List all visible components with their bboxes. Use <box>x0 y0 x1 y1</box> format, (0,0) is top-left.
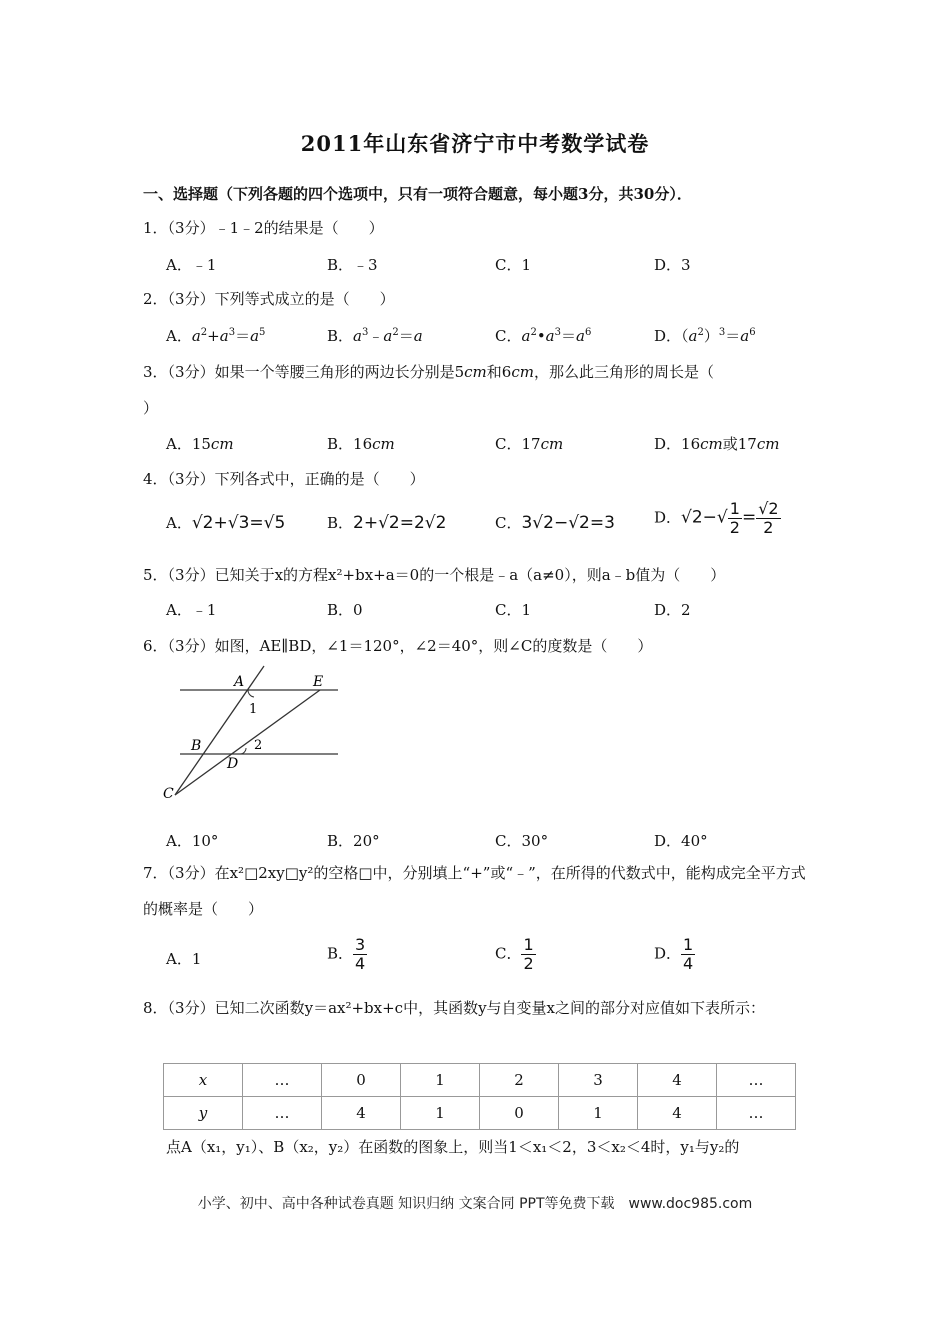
option-a-text: A．15 <box>166 435 211 453</box>
question-points: （3分） <box>167 864 215 882</box>
label-a: A <box>234 674 245 690</box>
table-cell: y <box>164 1097 243 1130</box>
option-c: C．1 <box>495 601 532 619</box>
table-cell: 4 <box>638 1064 717 1097</box>
question-text: 在x²□2xy□y²的空格□中，分别填上“+”或“﹣”，在所得的代数式中，能构成完全平方式的概率是（ ） <box>143 864 806 918</box>
option-b: B．$a^3﹣a^2=a$ <box>327 327 423 345</box>
table-row-y <box>164 1097 796 1130</box>
label-c: C <box>163 786 174 802</box>
angle-2-arc <box>240 748 246 754</box>
table-cell: x <box>164 1064 243 1097</box>
question-text: 已知二次函数y＝ax²+bx+c中，其函数y与自变量x之间的部分对应值如下表所示： <box>214 999 766 1017</box>
question-number: 8． <box>143 999 168 1017</box>
option-d: D．$(a^2)^3=a^6$ <box>654 327 756 345</box>
option-b: B．20° <box>327 832 380 850</box>
unit: cm <box>756 435 780 453</box>
option-d-label: D． <box>654 944 682 963</box>
option-a: A．√2+√3=√5 <box>166 513 286 533</box>
geometry-figure <box>160 662 350 807</box>
option-c: C．30° <box>495 832 549 850</box>
line-ca <box>175 666 264 795</box>
table-cell: … <box>717 1064 796 1097</box>
option-b-text: B．16 <box>327 435 373 453</box>
table-cell: 2 <box>480 1064 559 1097</box>
unit: cm <box>540 435 564 453</box>
question-text: 已知关于x的方程x²+bx+a＝0的一个根是﹣a（a≠0），则a﹣b值为（ ） <box>214 566 726 584</box>
question-points: （3分） <box>167 999 215 1017</box>
option-b-label: B． <box>327 944 354 963</box>
question-number: 1． <box>143 219 168 237</box>
table-cell: 0 <box>480 1097 559 1130</box>
question-7 <box>143 855 808 927</box>
option-c-text: C．17 <box>495 435 541 453</box>
question-text: 和6 <box>486 363 512 381</box>
option-a: A．﹣1 <box>166 601 217 619</box>
option-b: B．﹣3 <box>327 256 378 274</box>
question-number: 3． <box>143 363 168 381</box>
table-cell: … <box>243 1097 322 1130</box>
table-cell: 1 <box>401 1064 480 1097</box>
question-number: 5． <box>143 566 168 584</box>
question-text: 如图，AE∥BD，∠1＝120°，∠2＝40°，则∠C的度数是（ ） <box>214 637 653 655</box>
option-c-label: C． <box>495 944 522 963</box>
question-number: 4． <box>143 470 168 488</box>
option-c: C．$a^2•a^3=a^6$ <box>495 327 592 345</box>
label-angle-2: 2 <box>254 738 263 753</box>
question-text: 下列各式中，正确的是（ ） <box>214 470 425 488</box>
option-d: D．40° <box>654 832 708 850</box>
question-number: 7． <box>143 864 168 882</box>
table-cell: 1 <box>401 1097 480 1130</box>
table-row-x <box>164 1064 796 1097</box>
unit: cm <box>511 363 534 381</box>
table-cell: … <box>717 1097 796 1130</box>
unit: cm <box>700 435 723 453</box>
question-points: （3分） <box>167 290 215 308</box>
question-8 <box>143 990 808 1026</box>
question-points: （3分） <box>167 566 215 584</box>
table-cell: 4 <box>322 1097 401 1130</box>
question-text: ﹣1﹣2的结果是（ ） <box>214 219 384 237</box>
page-footer: 小学、初中、高中各种试卷真题 知识归纳 文案合同 PPT等免费下载 www.doc985.com <box>197 1196 753 1212</box>
question-3 <box>143 361 714 382</box>
question-text: 如果一个等腰三角形的两边长分别是5 <box>214 363 465 381</box>
value-table <box>163 1063 796 1130</box>
label-b: B <box>191 738 202 754</box>
option-d-or: 或17 <box>722 435 757 453</box>
option-a: A．﹣1 <box>166 256 217 274</box>
question-points: （3分） <box>167 637 215 655</box>
label-e: E <box>313 674 324 690</box>
option-a <box>166 433 234 454</box>
question-2 <box>143 288 395 309</box>
page-title: 2011年山东省济宁市中考数学试卷 <box>300 131 650 156</box>
question-text: ，那么此三角形的周长是（ <box>533 363 714 381</box>
option-b <box>327 433 395 454</box>
question-5 <box>143 564 725 585</box>
option-d: D．3 <box>654 256 691 274</box>
angle-1-arc <box>248 690 254 697</box>
table-cell: 0 <box>322 1064 401 1097</box>
unit: cm <box>210 435 234 453</box>
option-a: A．1 <box>166 950 202 968</box>
option-c <box>495 433 563 454</box>
option-d <box>654 433 779 454</box>
option-c: C．1 <box>495 256 532 274</box>
option-c: C．3√2−√2=3 <box>495 513 615 533</box>
table-cell: 3 <box>559 1064 638 1097</box>
question-6 <box>143 635 652 656</box>
question-points: （3分） <box>167 470 215 488</box>
question-3-continuation: ） <box>143 399 159 417</box>
question-1 <box>143 217 384 238</box>
option-c: C． $\frac{1}{2}$ <box>495 935 534 973</box>
question-8-continuation: 点A（x₁，y₁）、B（x₂，y₂）在函数的图象上，则当1＜x₁＜2，3＜x₂＜4时，y₁与y₂的 <box>166 1138 740 1156</box>
question-text: 下列等式成立的是（ ） <box>214 290 395 308</box>
option-b: B． $\frac{3}{4}$ <box>327 935 366 973</box>
option-d: D．2 <box>654 601 691 619</box>
option-b: B．0 <box>327 601 363 619</box>
label-angle-1: 1 <box>249 702 258 717</box>
question-number: 2． <box>143 290 168 308</box>
option-b: B．2+√2=2√2 <box>327 513 447 533</box>
question-number: 6． <box>143 637 168 655</box>
option-d: D． $\frac{1}{4}$ <box>654 935 694 973</box>
unit: cm <box>464 363 487 381</box>
option-d-text: D．16 <box>654 435 701 453</box>
option-a: A．10° <box>166 832 219 850</box>
question-4 <box>143 468 425 489</box>
table-cell: … <box>243 1064 322 1097</box>
table-cell: 1 <box>559 1097 638 1130</box>
question-points: （3分） <box>167 219 215 237</box>
option-a: A．$a^2+a^3=a^5$ <box>166 327 266 345</box>
question-points: （3分） <box>167 363 215 381</box>
table-cell: 4 <box>638 1097 717 1130</box>
label-d: D <box>227 756 239 772</box>
section-heading: 一、选择题（下列各题的四个选项中，只有一项符合题意，每小题3分，共30分）． <box>143 185 692 203</box>
option-d: D．√2−√ $\frac{1}{2}$ = $\frac{√2}{2}$ <box>654 499 779 537</box>
unit: cm <box>372 435 395 453</box>
